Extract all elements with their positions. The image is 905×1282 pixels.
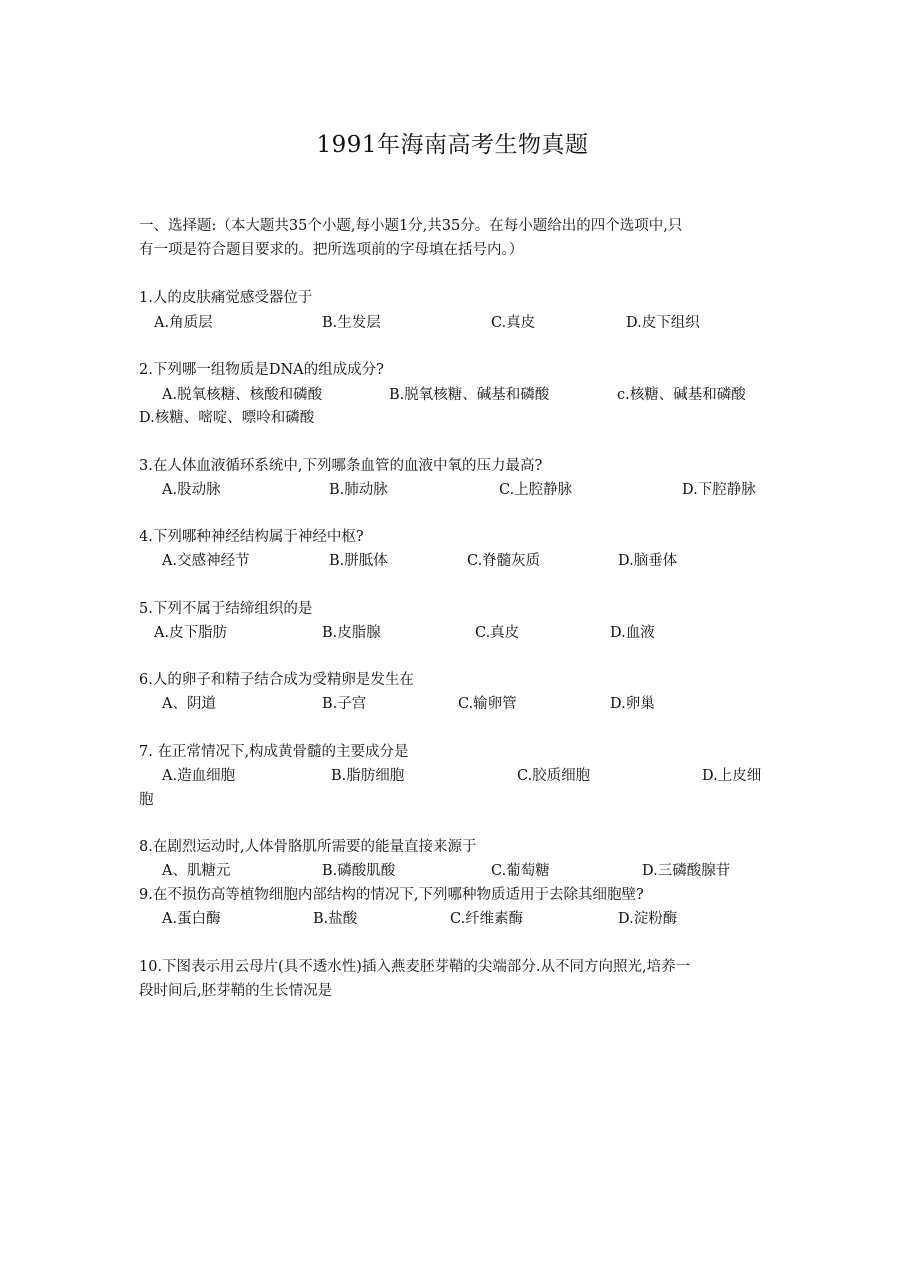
question-7-option-d-wrap: 胞	[139, 792, 154, 808]
question-7-option-b: B.脂肪细胞	[331, 768, 405, 784]
question-2-stem: 2.下列哪一组物质是DNA的组成成分?	[139, 362, 384, 378]
question-5-option-a: A.皮下脂肪	[154, 625, 228, 641]
question-3-option-b: B.肺动脉	[329, 482, 388, 498]
question-9-option-d: D.淀粉酶	[618, 911, 678, 927]
question-6-option-d: D.卵巢	[610, 696, 655, 712]
question-4-stem: 4.下列哪种神经结构属于神经中枢?	[139, 529, 364, 545]
question-2-option-a: A.脱氧核糖、核酸和磷酸	[162, 387, 323, 403]
question-3-option-d: D.下腔静脉	[682, 482, 756, 498]
question-2-option-b: B.脱氧核糖、碱基和磷酸	[389, 387, 550, 403]
question-1-option-c: C.真皮	[491, 315, 536, 331]
question-8-option-b: B.磷酸肌酸	[322, 863, 396, 879]
question-7-option-d: D.上皮细	[702, 768, 762, 784]
question-7-option-c: C.胶质细胞	[517, 768, 591, 784]
question-5-option-d: D.血液	[610, 625, 655, 641]
question-1-option-d: D.皮下组织	[626, 315, 700, 331]
question-2-option-d: D.核糖、嘧啶、嘌呤和磷酸	[139, 410, 315, 426]
section-instruction-line-2: 有一项是符合题目要求的。把所选项前的字母填在括号内。）	[139, 242, 524, 258]
question-1-option-b: B.生发层	[322, 315, 381, 331]
question-1-option-a: A.角质层	[154, 315, 213, 331]
question-4-option-b: B.胼胝体	[329, 553, 388, 569]
question-3-option-c: C.上腔静脉	[499, 482, 573, 498]
section-instruction-line-1: 一、选择题:（本大题共35个小题,每小题1分,共35分。在每小题给出的四个选项中,只	[139, 218, 683, 234]
question-5-option-c: C.真皮	[475, 625, 520, 641]
question-6-option-b: B.子宫	[322, 696, 367, 712]
question-7-stem: 7. 在正常情况下,构成黄骨髓的主要成分是	[139, 744, 409, 760]
question-3-option-a: A.股动脉	[162, 482, 221, 498]
question-9-option-b: B.盐酸	[313, 911, 358, 927]
question-6-option-c: C.输卵管	[458, 696, 517, 712]
question-9-option-a: A.蛋白酶	[162, 911, 221, 927]
question-8-option-d: D.三磷酸腺苷	[642, 863, 731, 879]
document-title: 1991年海南高考生物真题	[316, 132, 589, 158]
question-2-option-c: c.核糖、碱基和磷酸	[617, 387, 746, 403]
question-6-option-a: A、阴道	[162, 696, 216, 712]
question-8-stem: 8.在剧烈运动时,人体骨胳肌所需要的能量直接来源于	[139, 839, 477, 855]
question-9-option-c: C.纤维素酶	[450, 911, 524, 927]
question-8-option-a: A、肌糖元	[162, 863, 231, 879]
question-8-option-c: C.葡萄糖	[491, 863, 550, 879]
question-10-stem: 10.下图表示用云母片(具不透水性)插入燕麦胚芽鞘的尖端部分.从不同方向照光,培养一	[139, 959, 691, 975]
question-6-stem: 6.人的卵子和精子结合成为受精卵是发生在	[139, 672, 414, 688]
question-1-stem: 1.人的皮肤痛觉感受器位于	[139, 290, 313, 306]
question-3-stem: 3.在人体血液循环系统中,下列哪条血管的血液中氧的压力最高?	[139, 458, 543, 474]
question-10-stem-wrap: 段时间后,胚芽鞘的生长情况是	[139, 983, 333, 999]
question-7-option-a: A.造血细胞	[162, 768, 236, 784]
question-4-option-d: D.脑垂体	[618, 553, 678, 569]
question-4-option-c: C.脊髓灰质	[467, 553, 541, 569]
question-5-option-b: B.皮脂腺	[322, 625, 381, 641]
question-4-option-a: A.交感神经节	[162, 553, 250, 569]
question-9-stem: 9.在不损伤高等植物细胞内部结构的情况下,下列哪种物质适用于去除其细胞壁?	[139, 887, 644, 903]
question-5-stem: 5.下列不属于结缔组织的是	[139, 601, 313, 617]
